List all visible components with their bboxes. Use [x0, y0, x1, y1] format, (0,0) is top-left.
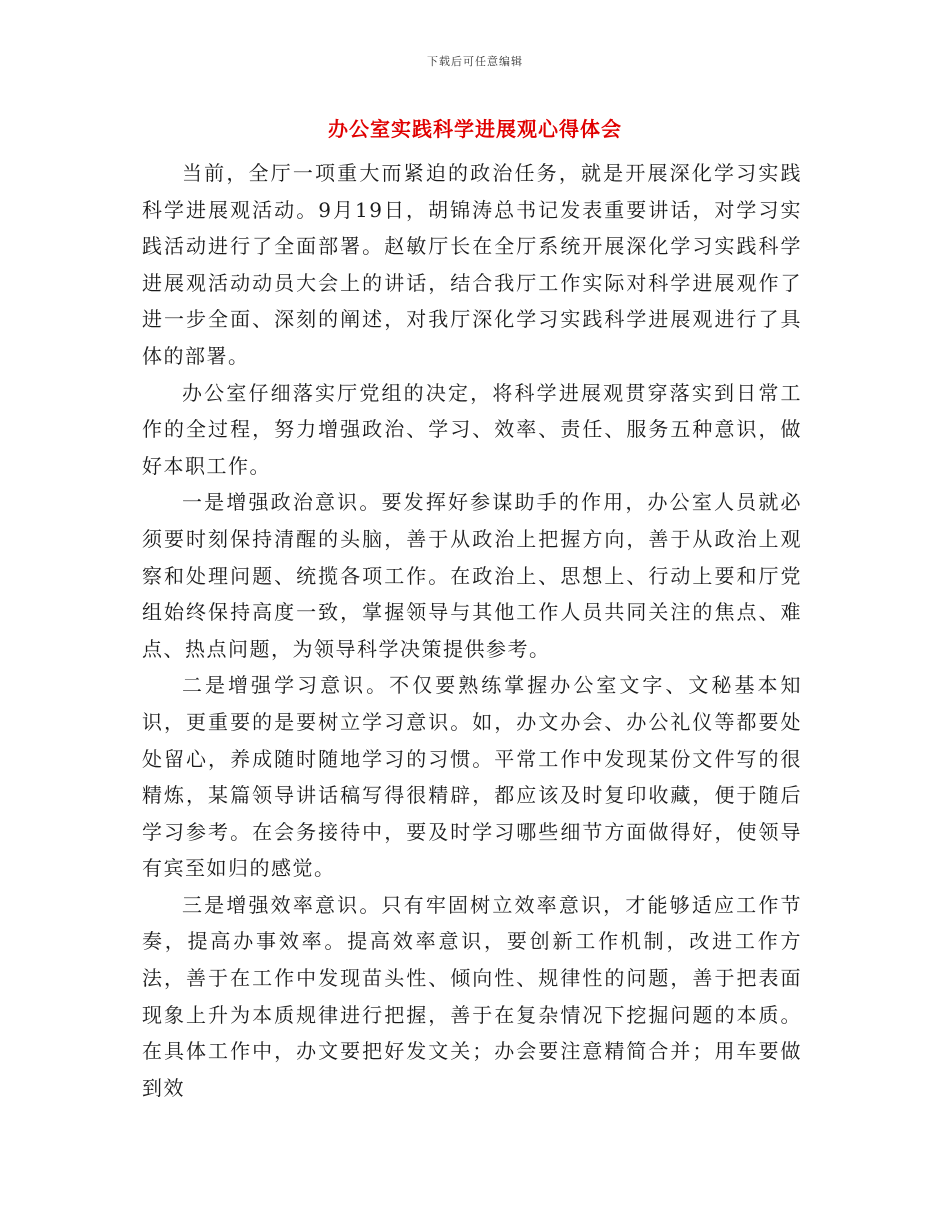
paragraph-5: 三是增强效率意识。只有牢固树立效率意识，才能够适应工作节奏，提高办事效率。提高效率意识，要创新工作机制，改进工作方法，善于在工作中发现苗头性、倾向性、规律性的问题，善于把表面现象上升为本质规律进行把握，善于在复杂情况下挖掘问题的本质。在具体工作中，办文要把好发文关；办会要注意精简合并；用车要做到效: [142, 892, 802, 1100]
paragraph-4: 二是增强学习意识。不仅要熟练掌握办公室文字、文秘基本知识，更重要的是要树立学习意识。如，办文办会、办公礼仪等都要处处留心，养成随时随地学习的习惯。平常工作中发现某份文件写的很精炼，某篇领导讲话稿写得很精辟，都应该及时复印收藏，便于随后学习参考。在会务接待中，要及时学习哪些细节方面做得好，使领导有宾至如归的感觉。: [142, 673, 802, 881]
paragraph-1: 当前，全厅一项重大而紧迫的政治任务，就是开展深化学习实践科学进展观活动。9月19日，胡锦涛总书记发表重要讲话，对学习实践活动进行了全面部署。赵敏厅长在全厅系统开展深化学习实践科学进展观活动动员大会上的讲话，结合我厅工作实际对科学进展观作了进一步全面、深刻的阐述，对我厅深化学习实践科学进展观进行了具体的部署。: [142, 161, 802, 368]
paragraph-2: 办公室仔细落实厅党组的决定，将科学进展观贯穿落实到日常工作的全过程，努力增强政治、学习、效率、责任、服务五种意识，做好本职工作。: [142, 380, 802, 478]
document-body: [142, 155, 802, 1106]
paragraph-3: 一是增强政治意识。要发挥好参谋助手的作用，办公室人员就必须要时刻保持清醒的头脑，善于从政治上把握方向，善于从政治上观察和处理问题、统揽各项工作。在政治上、思想上、行动上要和厅党组始终保持高度一致，掌握领导与其他工作人员共同关注的焦点、难点、热点问题，为领导科学决策提供参考。: [142, 490, 802, 661]
header-note: 下载后可任意编辑: [427, 55, 523, 68]
document-title: 办公室实践科学进展观心得体会: [328, 117, 622, 141]
